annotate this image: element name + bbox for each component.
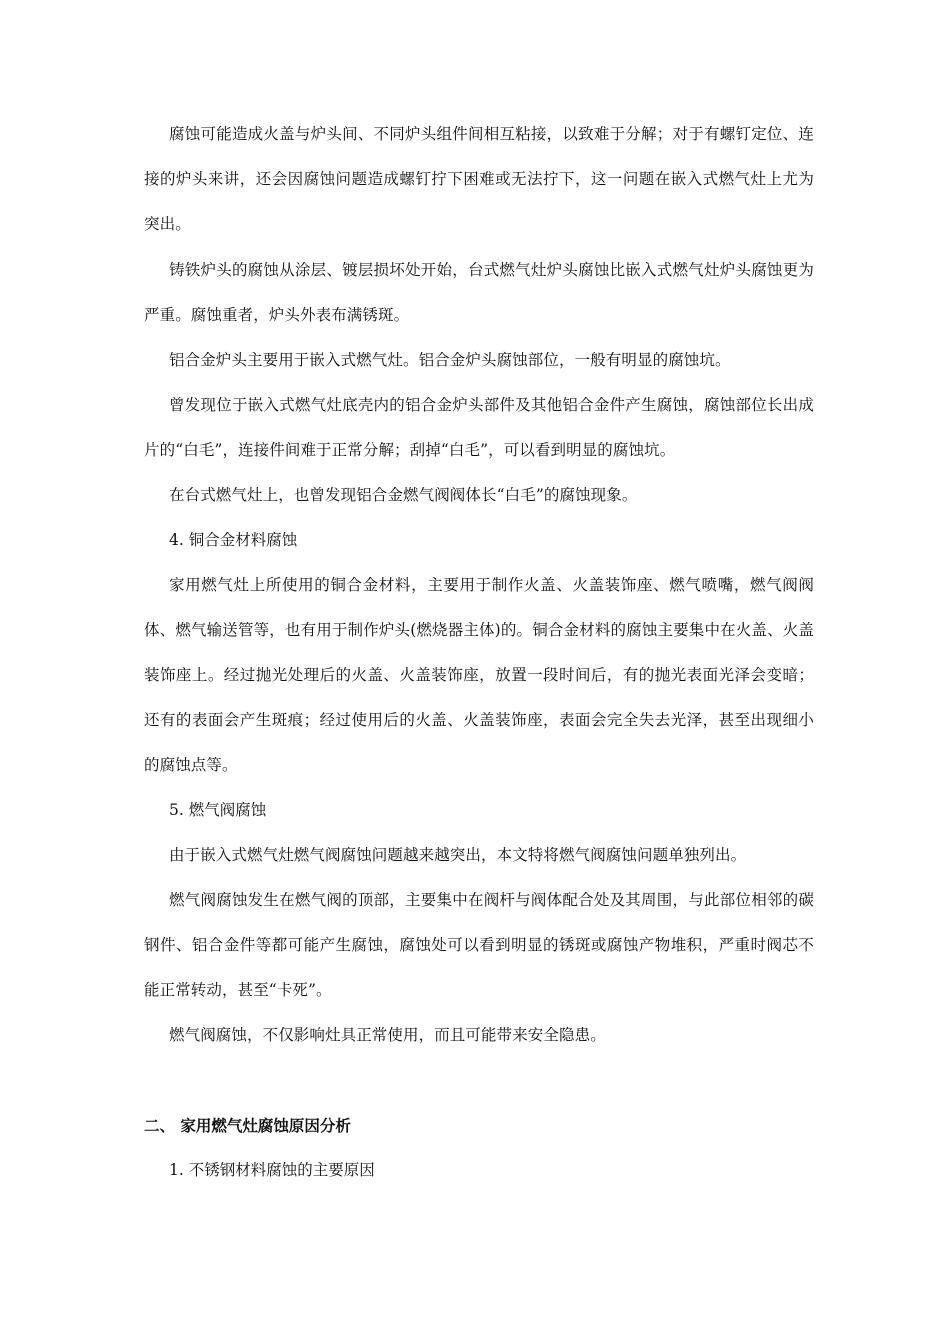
paragraph-valve-listed-separately: 由于嵌入式燃气灶燃气阀腐蚀问题越来越突出，本文特将燃气阀腐蚀问题单独列出。 [169,846,747,864]
paragraph-corrosion-adhesion: 腐蚀可能造成火盖与炉头间、不同炉头组件间相互粘接，以致难于分解；对于有螺钉定位、连接的炉头来讲，还会因腐蚀问题造成螺钉拧下困难或无法拧下，这一问题在嵌入式燃气灶上尤为突出。 [144,125,814,233]
paragraph-aluminum-burner: 铝合金炉头主要用于嵌入式燃气灶。铝合金炉头腐蚀部位，一般有明显的腐蚀坑。 [169,351,731,369]
paragraph-cast-iron-burner: 铸铁炉头的腐蚀从涂层、镀层损坏处开始，台式燃气灶炉头腐蚀比嵌入式燃气灶炉头腐蚀更为严重。腐蚀重者，炉头外表布满锈斑。 [144,261,814,324]
subheading-stainless-steel-causes: 1. 不锈钢材料腐蚀的主要原因 [169,1161,375,1179]
paragraph-white-hair-corrosion: 曾发现位于嵌入式燃气灶底壳内的铝合金炉头部件及其他铝合金件产生腐蚀，腐蚀部位长出成片的“白毛”，连接件间难于正常分解；刮掉“白毛”，可以看到明显的腐蚀坑。 [144,396,814,459]
subheading-gas-valve-corrosion: 5. 燃气阀腐蚀 [169,801,267,819]
section-heading-cause-analysis: 二、 家用燃气灶腐蚀原因分析 [144,1116,351,1135]
paragraph-valve-corrosion-location: 燃气阀腐蚀发生在燃气阀的顶部，主要集中在阀杆与阀体配合处及其周围，与此部位相邻的碳钢件、铝合金件等都可能产生腐蚀，腐蚀处可以看到明显的锈斑或腐蚀产物堆积，严重时阀芯不能正常转动，甚至“卡死”。 [144,891,814,999]
subheading-copper-alloy-corrosion: 4. 铜合金材料腐蚀 [169,531,298,549]
paragraph-safety-hazard: 燃气阀腐蚀，不仅影响灶具正常使用，而且可能带来安全隐患。 [169,1026,606,1044]
paragraph-valve-body-white-hair: 在台式燃气灶上，也曾发现铝合金燃气阀阀体长“白毛”的腐蚀现象。 [169,486,638,504]
paragraph-copper-alloy: 家用燃气灶上所使用的铜合金材料，主要用于制作火盖、火盖装饰座、燃气喷嘴，燃气阀阀体、燃气输送管等，也有用于制作炉头(燃烧器主体)的。铜合金材料的腐蚀主要集中在火盖、火盖装饰座上。经过抛光处理后的火盖、火盖装饰座，放置一段时间后，有的抛光表面光泽会变暗；还有的表面会产生斑痕；经过使用后的火盖、火盖装饰座，表面会完全失去光泽，甚至出现细小的腐蚀点等。 [144,576,814,774]
